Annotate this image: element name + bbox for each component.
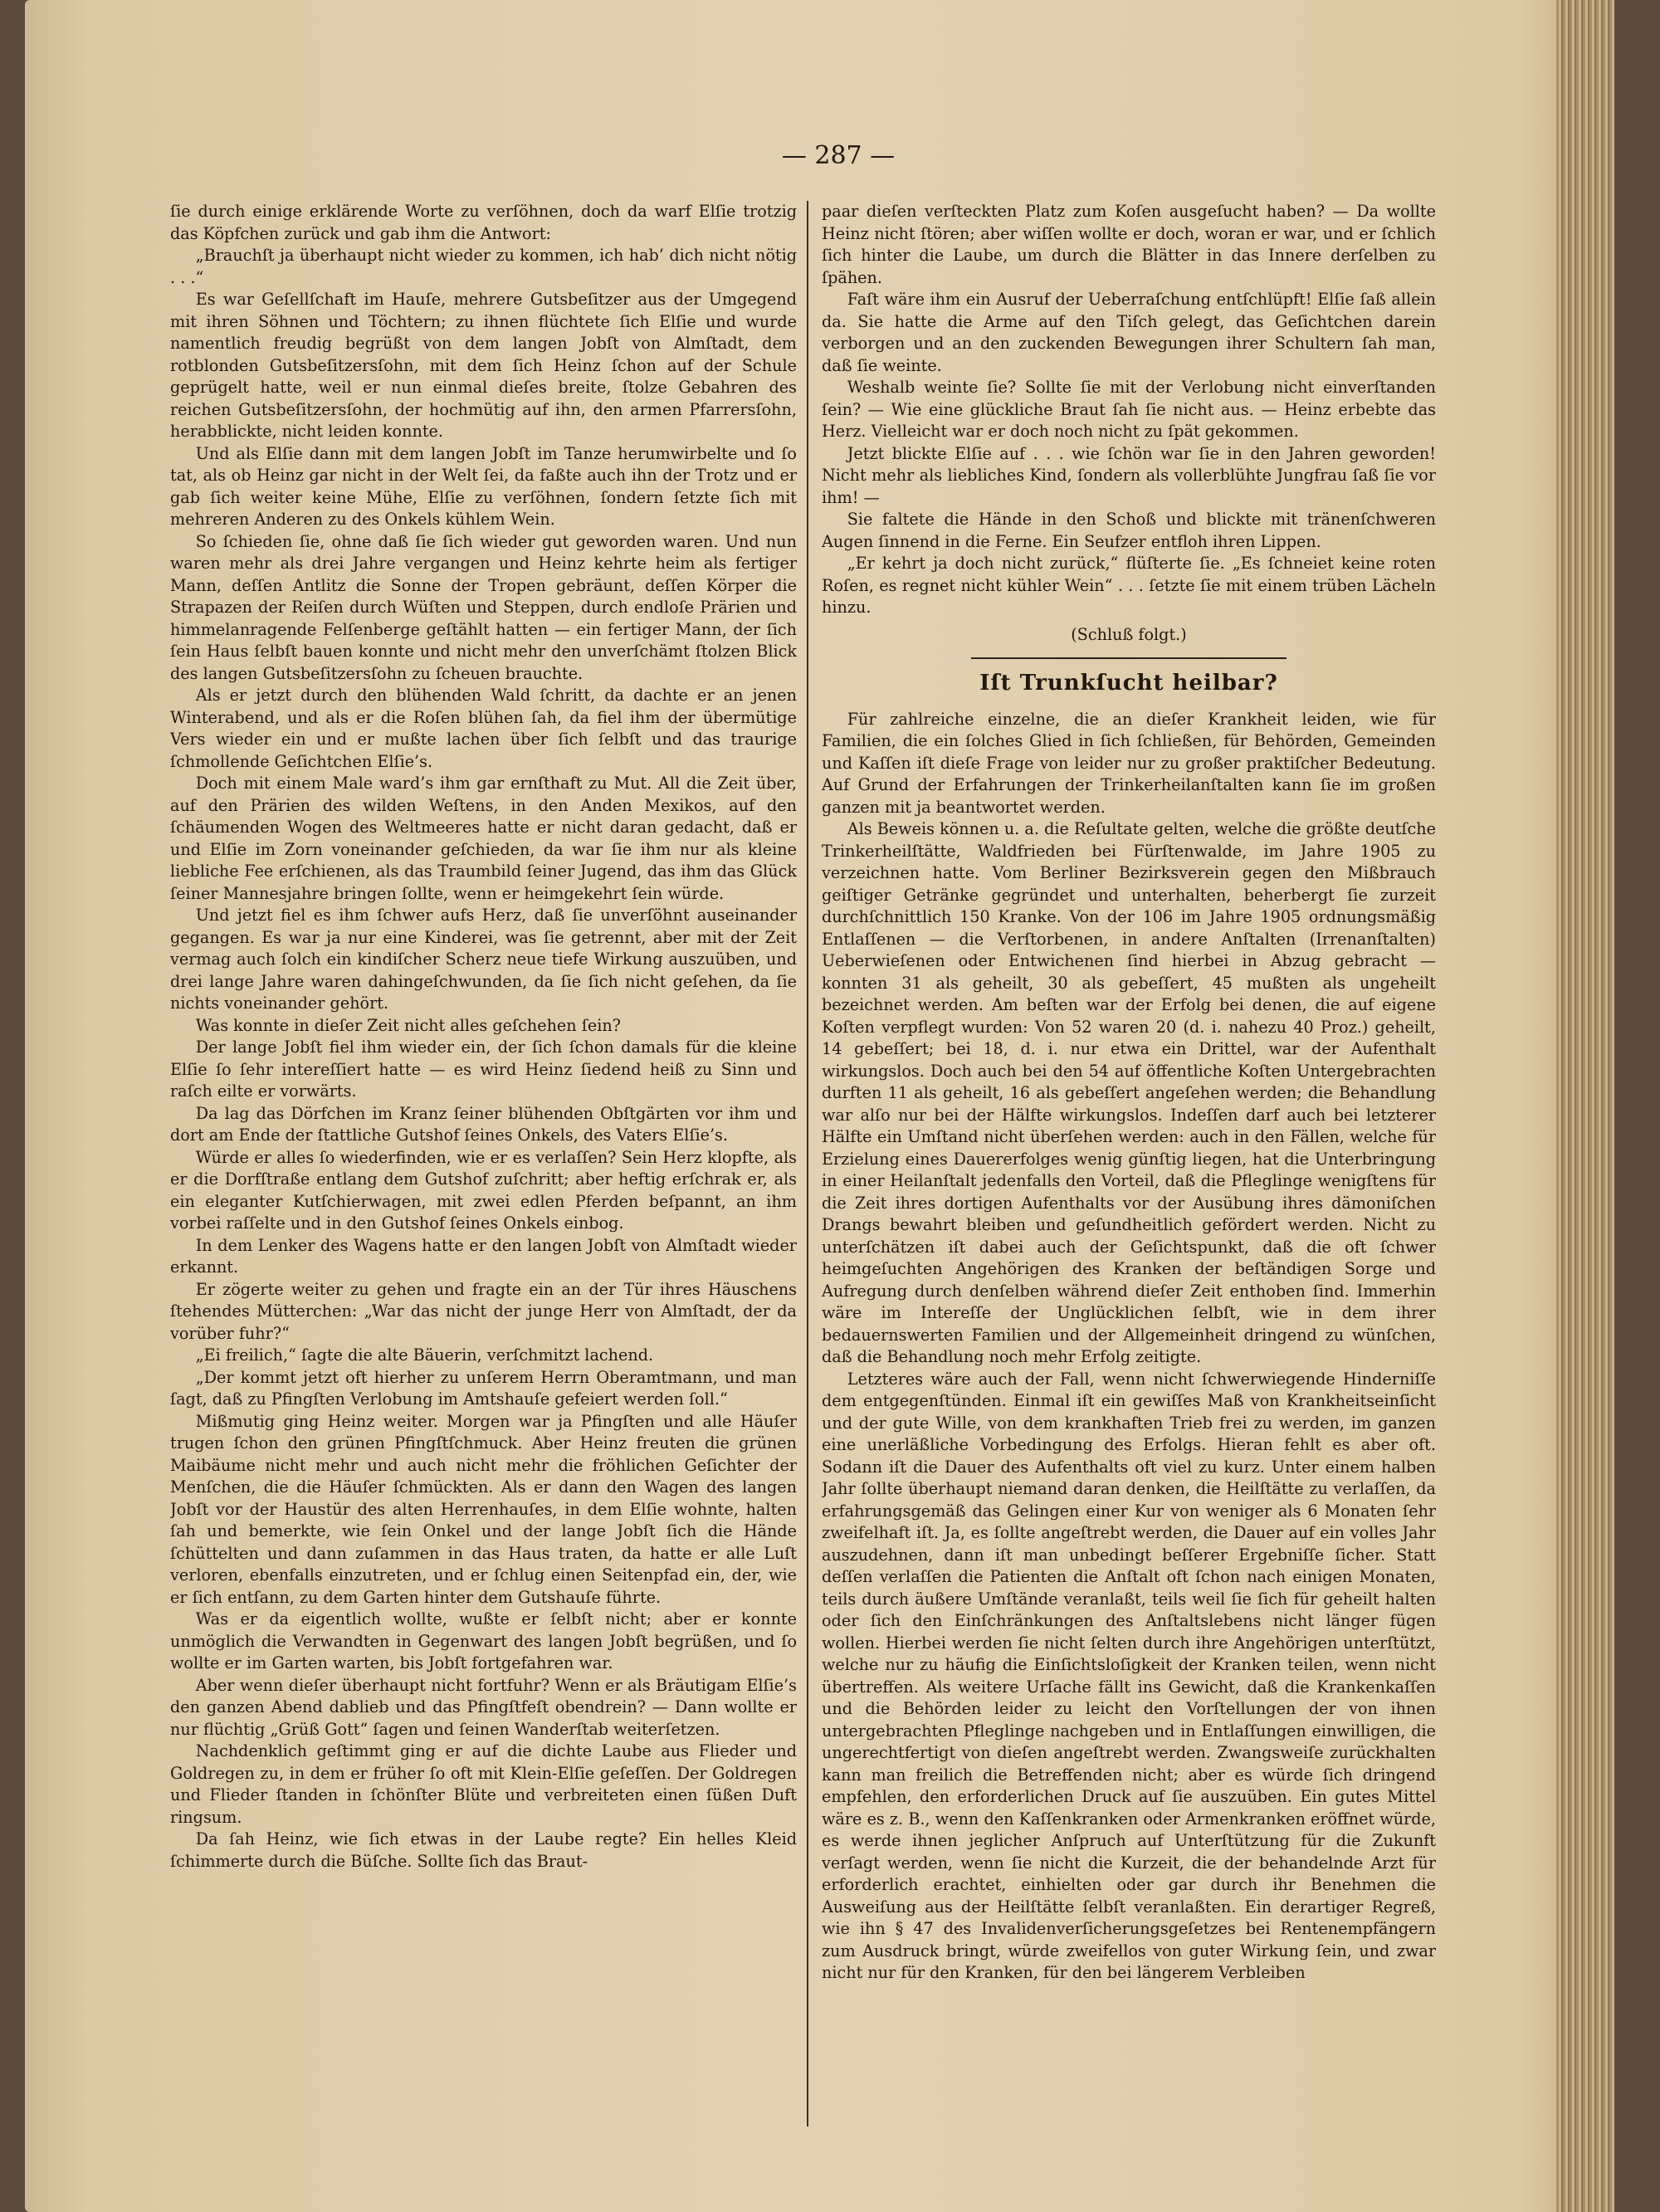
column-divider <box>807 201 808 2127</box>
paragraph: Jetzt blickte Elſie auf . . . wie ſchön war ſie in den Jahren geworden! Nicht mehr als liebliches Kind, ſondern als vollerblühte Jungfrau ſaß ſie vor ihm! — <box>822 443 1436 507</box>
paragraph: „Brauchſt ja überhaupt nicht wieder zu kommen, ich hab’ dich nicht nötig . . .“ <box>170 246 797 287</box>
left-column <box>170 201 797 2135</box>
paragraph: ſie durch einige erklärende Worte zu verſöhnen, doch da warf Elſie trotzig das Köpfchen zurück und gab ihm die Antwort: <box>170 202 797 243</box>
section-rule <box>971 657 1286 659</box>
paragraph: Letzteres wäre auch der Fall, wenn nicht ſchwerwiegende Hinderniſſe dem entgegenſtünden. Einmal iſt ein gewiſſes Maß von Krankheitseinſicht und der gute Wille, von dem krankhaften Trieb frei zu werden, im ganzen eine unerläßliche Vorbedingung des Erfolgs. Hieran fehlt es aber oft. Sodann iſt die Dauer des Aufenthalts oft viel zu kurz. Unter einem halben Jahr ſollte überhaupt niemand daran denken, die Heilſtätte zu verlaſſen, da erfahrungsgemäß das Gelingen einer Kur von weniger als 6 Monaten ſehr zweifelhaft iſt. Ja, es ſollte angeſtrebt werden, die Dauer auf ein volles Jahr auszudehnen, dann iſt man unbedingt beſſerer Ergebniſſe ſicher. Statt deſſen verlaſſen die Patienten die Anſtalt oft ſchon nach einigen Monaten, teils durch äußere Umſtände veranlaßt, teils weil ſie ſich für geheilt halten oder ſich den Einſchränkungen des Anſtaltslebens nicht länger fügen wollen. Hierbei werden ſie nicht ſelten durch ihre Angehörigen unterſtützt, welche nur zu häufig die Einſichtsloſigkeit der Kranken teilen, wenn nicht übertreffen. Als weitere Urſache fällt ins Gewicht, daß die Krankenkaſſen und die Behörden leider zu leicht den Vorſtellungen der von ihnen untergebrachten Pfleglinge nachgeben und in Entlaſſungen einwilligen, die ungerechtfertigt von dieſen angeſtrebt werden. Zwangsweiſe zurückhalten kann man freilich die Betreffenden nicht; aber es würde ſich dringend empfehlen, den erforderlichen Druck auf ſie auszuüben. Ein gutes Mittel wäre es z. B., wenn den Kaſſenkranken oder Armenkranken eröffnet würde, es werde ihnen jeglicher Anſpruch auf Unterſtützung für die Zukunft verſagt werden, wenn ſie nicht die Kurzeit, die der behandelnde Arzt für erforderlich erachtet, einhielten oder gar durch ihr Benehmen die Ausweiſung aus der Heilſtätte ſelbſt veranlaßten. Ein derartiger Regreß, wie ihn § 47 des Invalidenverſicherungsgeſetzes bei Rentenempfängern zum Ausdruck bringt, würde zweifellos von guter Wirkung ſein, und zwar nicht nur für den Kranken, für den bei längerem Verbleiben <box>822 1369 1436 1983</box>
paragraph: Für zahlreiche einzelne, die an dieſer Krankheit leiden, wie für Familien, die ein ſolches Glied in ſich ſchließen, für Behörden, Gemeinden und Kaſſen iſt dieſe Frage von leider nur zu großer praktiſcher Bedeutung. Auf Grund der Erfahrungen der Trinkerheilanſtalten kann ſie im großen ganzen mit ja beantwortet werden. <box>822 709 1436 817</box>
paragraph: Da lag das Dörfchen im Kranz ſeiner blühenden Obſtgärten vor ihm und dort am Ende der ſtattliche Gutshof ſeines Onkels, des Vaters Elſie’s. <box>170 1103 797 1145</box>
paragraph: Was konnte in dieſer Zeit nicht alles geſchehen ſein? <box>195 1015 621 1035</box>
paragraph: „Der kommt jetzt oft hierher zu unſerem Herrn Oberamtmann, und man ſagt, daß zu Pfingſten Verlobung im Amtshauſe gefeiert werden ſoll.“ <box>170 1367 797 1409</box>
paragraph: Es war Geſellſchaft im Hauſe, mehrere Gutsbeſitzer aus der Umgegend mit ihren Söhnen und Töchtern; zu ihnen flüchtete ſich Elſie und wurde namentlich freudig begrüßt von dem langen Jobſt von Almſtadt, dem rotblonden Gutsbeſitzersſohn, mit dem ſich Heinz ſchon auf der Schule geprügelt hatte, weil er nun einmal dieſes breite, ſtolze Gebahren des reichen Gutsbeſitzersſohn, der hochmütig auf ihn, den armen Pfarrersſohn, herabblickte, nicht leiden konnte. <box>170 290 797 441</box>
paragraph: Er zögerte weiter zu gehen und fragte ein an der Tür ihres Häuschens ſtehendes Mütterchen: „War das nicht der junge Herr von Almſtadt, der da vorüber fuhr?“ <box>170 1279 797 1343</box>
paragraph: Mißmutig ging Heinz weiter. Morgen war ja Pfingſten und alle Häuſer trugen ſchon den grünen Pfingſtſchmuck. Aber Heinz freuten die grünen Maibäume nicht mehr und auch nicht mehr die fröhlichen Geſichter der Menſchen, die die Häuſer ſchmückten. Als er dann den Wagen des langen Jobſt vor der Haustür des alten Herrenhauſes, in dem Elſie wohnte, halten ſah und bemerkte, wie ſein Onkel und der lange Jobſt ſich die Hände ſchüttelten und dann zuſammen in das Haus traten, da hatte er alle Luſt verloren, ebenfalls einzutreten, und er ſchlug einen Seitenpfad ein, der, wie er ſich entſann, zu dem Garten hinter dem Gutshauſe führte. <box>170 1411 797 1607</box>
article-title: Iſt Trunkſucht heilbar? <box>979 671 1278 696</box>
paragraph: Da ſah Heinz, wie ſich etwas in der Laube regte? Ein helles Kleid ſchimmerte durch die Büſche. Sollte ſich das Braut- <box>170 1829 797 1871</box>
continuation-note: (Schluß folgt.) <box>1071 624 1187 644</box>
paragraph: Würde er alles ſo wiederfinden, wie er es verlaſſen? Sein Herz klopfte, als er die Dorfſtraße entlang dem Gutshof zuſchritt; aber heftig erſchrak er, als ein eleganter Kutſchierwagen, mit zwei edlen Pferden beſpannt, an ihm vorbei raſſelte und in den Gutshof ſeines Onkels einbog. <box>170 1147 797 1233</box>
paragraph: Als Beweis können u. a. die Reſultate gelten, welche die größte deutſche Trinkerheilſtätte, Waldfrieden bei Fürſtenwalde, im Jahre 1905 zu verzeichnen hatte. Vom Berliner Bezirksverein gegen den Mißbrauch geiſtiger Getränke gegründet und unterhalten, beherbergt ſie zurzeit durchſchnittlich 150 Kranke. Von der 106 im Jahre 1905 ordnungsmäßig Entlaſſenen — die Verſtorbenen, in andere Anſtalten (Irrenanſtalten) Ueberwieſenen oder Entwichenen ſind hierbei in Abzug gebracht — konnten 31 als geheilt, 30 als gebeſſert, 45 mußten als ungeheilt bezeichnet werden. Am beſten war der Erfolg bei denen, die auf eigene Koſten verpflegt wurden: Von 52 waren 20 (d. i. nahezu 40 Proz.) geheilt, 14 gebeſſert; bei 18, d. i. nur etwa ein Drittel, war der Aufenthalt wirkungslos. Doch auch bei den 54 auf öffentliche Koſten Untergebrachten durften 11 als geheilt, 16 als gebeſſert angeſehen werden; die Behandlung war alſo nur bei der Hälfte wirkungslos. Indeſſen darf auch bei letzterer Hälfte ein Umſtand nicht überſehen werden: auch in den Fällen, welche für Erzielung eines Dauererfolges wenig günſtig liegen, hat die Unterbringung in einer Heilanſtalt jedenfalls den Vorteil, daß die Pfleglinge wenigſtens für die Zeit ihres dortigen Aufenthalts vor der Ausübung ihres dämoniſchen Drangs bewahrt bleiben und geſundheitlich gefördert werden. Nicht zu unterſchätzen iſt dabei auch der Geſichtspunkt, daß die oft ſchwer heimgeſuchten Angehörigen des Kranken der beſtändigen Sorge und Aufregung durch denſelben während dieſer Zeit enthoben ſind. Immerhin wäre im Intereſſe der Unglücklichen ſelbſt, wie in dem ihrer bedauernswerten Familien und der Allgemeinheit dringend zu wünſchen, daß die Behandlung noch mehr Erfolg zeitigte. <box>822 819 1436 1367</box>
paragraph: Was er da eigentlich wollte, wußte er ſelbſt nicht; aber er konnte unmöglich die Verwandten in Gegenwart des langen Jobſt begrüßen, und ſo wollte er im Garten warten, bis Jobſt fortgefahren war. <box>170 1609 797 1672</box>
paragraph: Weshalb weinte ſie? Sollte ſie mit der Verlobung nicht einverſtanden ſein? — Wie eine glückliche Braut ſah ſie nicht aus. — Heinz erbebte das Herz. Vielleicht war er doch noch nicht zu ſpät gekommen. <box>822 378 1436 441</box>
right-column <box>822 201 1436 2135</box>
paragraph: Und als Elſie dann mit dem langen Jobſt im Tanze herumwirbelte und ſo tat, als ob Heinz gar nicht in der Welt ſei, da faßte auch ihn der Trotz und er gab ſich weiter keine Mühe, Elſie zu verſöhnen, ſondern ſetzte ſich mit mehreren Anderen zu des Onkels kühlem Wein. <box>170 443 797 529</box>
paragraph: Der lange Jobſt fiel ihm wieder ein, der ſich ſchon damals für die kleine Elſie ſo ſehr intereſſiert hatte — es wird Heinz ſiedend heiß zu Sinn und raſch eilte er vorwärts. <box>170 1038 797 1101</box>
page-edges <box>1556 0 1614 2212</box>
paragraph: Als er jetzt durch den blühenden Wald ſchritt, da dachte er an jenen Winterabend, und als er die Roſen blühen ſah, da fiel ihm der übermütige Vers wieder ein und er mußte lachen über ſich ſelbſt und das traurige ſchmollende Geſichtchen Elſie’s. <box>170 686 797 771</box>
paragraph: „Er kehrt ja doch nicht zurück,“ flüſterte ſie. „Es ſchneiet keine roten Roſen, es regnet nicht kühler Wein“ . . . ſetzte ſie mit einem trüben Lächeln hinzu. <box>822 554 1436 617</box>
paragraph: So ſchieden ſie, ohne daß ſie ſich wieder gut geworden waren. Und nun waren mehr als drei Jahre vergangen und Heinz kehrte heim als fertiger Mann, deſſen Antlitz die Sonne der Tropen gebräunt, deſſen Körper die Strapazen der Reiſen durch Wüſten und Steppen, durch endloſe Prärien und himmelanragende Felſenberge geſtählt hatten — ein fertiger Mann, der ſich ſein Haus ſelbſt bauen konnte und nicht mehr den unverſchämt ſtolzen Blick des langen Gutsbeſitzersſohn zu ſcheuen brauchte. <box>170 531 797 683</box>
paragraph: „Ei freilich,“ ſagte die alte Bäuerin, verſchmitzt lachend. <box>195 1345 654 1365</box>
paragraph: Sie faltete die Hände in den Schoß und blickte mit tränenſchweren Augen ſinnend in die Ferne. Ein Seufzer entfloh ihren Lippen. <box>822 510 1436 551</box>
paragraph: Aber wenn dieſer überhaupt nicht fortfuhr? Wenn er als Bräutigam Elſie’s den ganzen Abend dablieb und das Pfingſtfeſt obendrein? — Dann wollte er nur flüchtig „Grüß Gott“ ſagen und ſeinen Wanderſtab weiterſetzen. <box>170 1675 797 1739</box>
paragraph: In dem Lenker des Wagens hatte er den langen Jobſt von Almſtadt wieder erkannt. <box>170 1235 797 1277</box>
paragraph: Faſt wäre ihm ein Ausruf der Ueberraſchung entſchlüpft! Elſie ſaß allein da. Sie hatte die Arme auf den Tiſch gelegt, das Geſichtchen darein verborgen und an den zuckenden Bewegungen ihrer Schultern ſah man, daß ſie weinte. <box>822 290 1436 375</box>
paragraph: Und jetzt fiel es ihm ſchwer aufs Herz, daß ſie unverſöhnt auseinander gegangen. Es war ja nur eine Kinderei, was ſie getrennt, aber mit der Zeit vermag auch ſolch ein kindiſcher Scherz neue tiefe Wirkung auszuüben, und drei lange Jahre waren dahingeſchwunden, da ſie ſich nicht geſehen, da ſie nichts voneinander gehört. <box>170 906 797 1013</box>
page-number: — 287 — <box>781 141 896 170</box>
paragraph: Nachdenklich geſtimmt ging er auf die dichte Laube aus Flieder und Goldregen zu, in dem er früher ſo oft mit Klein-Elſie geſeſſen. Der Goldregen und Flieder ſtanden in ſchönſter Blüte und verbreiteten einen ſüßen Duft ringsum. <box>170 1741 797 1827</box>
paragraph: paar dieſen verſteckten Platz zum Koſen ausgeſucht haben? — Da wollte Heinz nicht ſtören; aber wiſſen wollte er doch, woran er war, und er ſchlich ſich hinter die Laube, um durch die Blätter in das Innere derſelben zu ſpähen. <box>822 202 1436 287</box>
paragraph: Doch mit einem Male ward’s ihm gar ernſthaft zu Mut. All die Zeit über, auf den Prärien des wilden Weſtens, in den Anden Mexikos, auf den ſchäumenden Wogen des Weltmeeres hatte er nicht daran gedacht, daß er und Elſie im Zorn voneinander geſchieden, da war ſie ihm nur als kleine liebliche Fee erſchienen, als das Traumbild ſeiner Jugend, das ihm das Glück ſeiner Mannesjahre bringen ſollte, wenn er heimgekehrt ſein würde. <box>170 774 797 903</box>
